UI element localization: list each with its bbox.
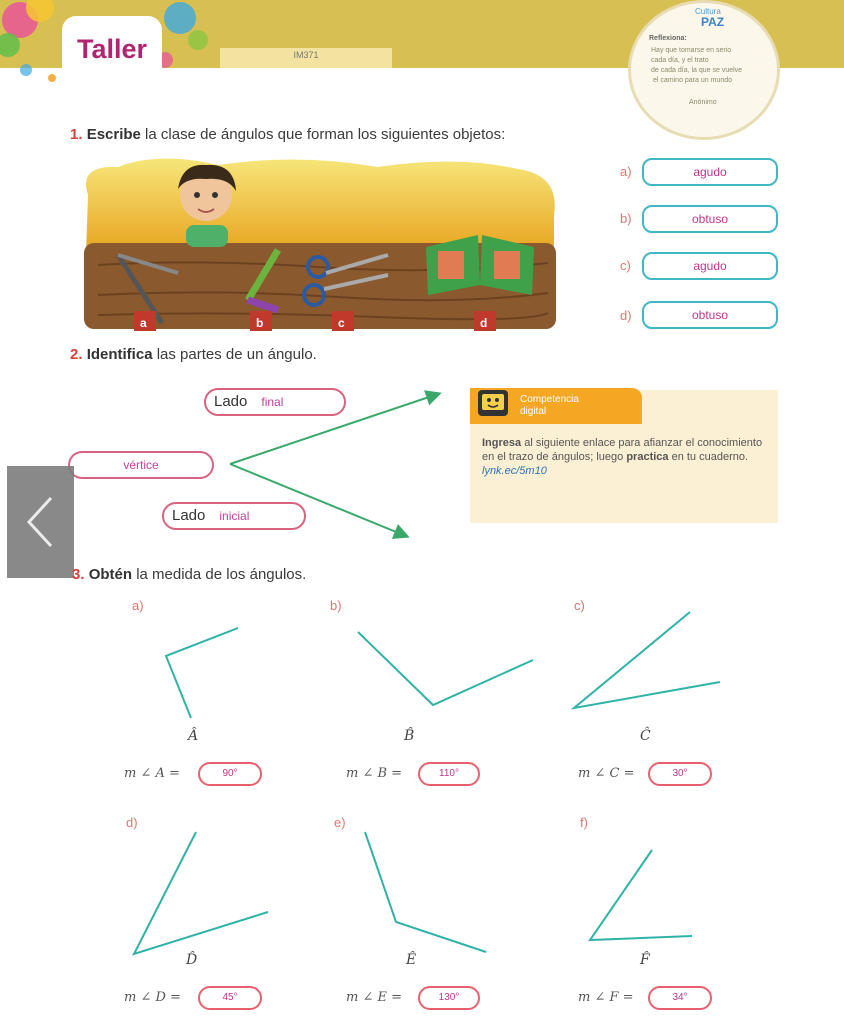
badge-signature: Anónimo [689,99,717,106]
angle-b-figure [358,632,533,705]
option-letter: a) [620,164,632,179]
object-letter: a [140,316,147,330]
angle-parts-diagram [220,384,450,544]
measure-answer-field[interactable]: 130° [418,986,480,1010]
handwritten-answer: final [261,395,284,409]
angle-name: Ê [406,952,417,968]
measure-label: m ∠ C = [578,766,635,781]
angle-letter: b) [330,598,342,613]
angles-figures [0,590,844,1024]
question-number: 1. [70,126,83,143]
measure-answer-field[interactable]: 30° [648,762,712,786]
question-3-title [72,566,306,583]
object-letter: b [256,316,264,330]
question-text: la medida de los ángulos. [132,566,307,583]
angle-a-figure [166,628,238,718]
competencia-link[interactable]: lynk.ec/5m10 [482,465,547,477]
angle-name: F̂ [640,952,650,968]
measure-answer-field[interactable]: 90° [198,762,262,786]
question-number: 3. [72,566,85,583]
badge-line: Hay que tomarse en serio [651,47,732,54]
badge-top: Cultura [695,7,721,16]
competencia-text [482,436,772,478]
option-letter: d) [620,308,632,323]
angle-c-figure [574,612,720,708]
object-letter: c [338,316,345,330]
question-text: la clase de ángulos que forman los siguientes objetos: [140,126,506,143]
handwritten-answer: inicial [219,509,250,523]
question-verb: Identifica [86,346,153,363]
competencia-bold: Ingresa [482,437,522,449]
badge-heading: Reflexiona: [649,35,687,42]
option-letter: b) [620,211,632,226]
angle-letter: d) [126,815,138,830]
printed-label: Lado [214,393,248,410]
chevron-left-icon [21,492,61,552]
object-letter: d [480,316,488,330]
measure-label: m ∠ D = [124,990,181,1005]
angle-name: Ĉ [640,728,651,744]
page-code: IM371 [293,50,319,60]
question-verb: Escribe [86,126,141,143]
angle-letter: f) [580,815,588,830]
answer-field[interactable]: agudo [642,252,778,280]
question-number: 2. [70,346,83,363]
angle-name: Â [188,728,199,744]
measure-label: m ∠ E = [346,990,402,1005]
angle-e-figure [365,832,486,952]
page-title: Taller [62,16,162,82]
option-letter: c) [620,258,631,273]
measure-label: m ∠ A = [124,766,180,781]
answer-field[interactable]: obtuso [642,205,778,233]
answer-field[interactable]: obtuso [642,301,778,329]
angle-letter: e) [334,815,346,830]
angle-name: D̂ [186,952,198,968]
printed-label: Lado [172,507,206,524]
question-text: las partes de un ángulo. [152,346,317,363]
measure-answer-field[interactable]: 34° [648,986,712,1010]
badge-brand: PAZ [701,15,725,29]
measure-answer-field[interactable]: 110° [418,762,480,786]
question-verb: Obtén [88,566,133,583]
label-vertex[interactable] [68,451,214,479]
measure-label: m ∠ F = [578,990,634,1005]
measure-answer-field[interactable]: 45° [198,986,262,1010]
angle-f-figure [590,850,692,940]
previous-page-button[interactable] [7,466,74,578]
question-1-title [70,126,505,143]
competencia-bold: practica [626,451,669,463]
badge-line: de cada día, la que se vuelve [651,67,743,74]
competencia-title-line: digital [520,406,547,417]
badge-line: el camino para un mundo [653,77,732,84]
competencia-title [520,394,630,418]
competencia-body: en tu cuaderno. [668,451,749,463]
answer-field[interactable]: agudo [642,158,778,186]
competencia-body: al siguiente enlace para afianzar el conocimiento en el trazo de ángulos; luego [482,437,763,463]
handwritten-answer: vértice [123,458,159,472]
measure-label: m ∠ B = [346,766,403,781]
competencia-title-line: Competencia [520,394,579,405]
computer-mascot-icon [474,384,514,424]
angle-letter: c) [574,598,585,613]
angle-d-figure [134,832,268,954]
angle-letter: a) [132,598,144,613]
question-2-title [70,346,317,363]
badge-line: cada día, y el trato [651,57,709,64]
cultura-paz-badge [628,0,780,140]
objects-illustration [78,155,560,333]
angle-name: B̂ [404,728,415,744]
